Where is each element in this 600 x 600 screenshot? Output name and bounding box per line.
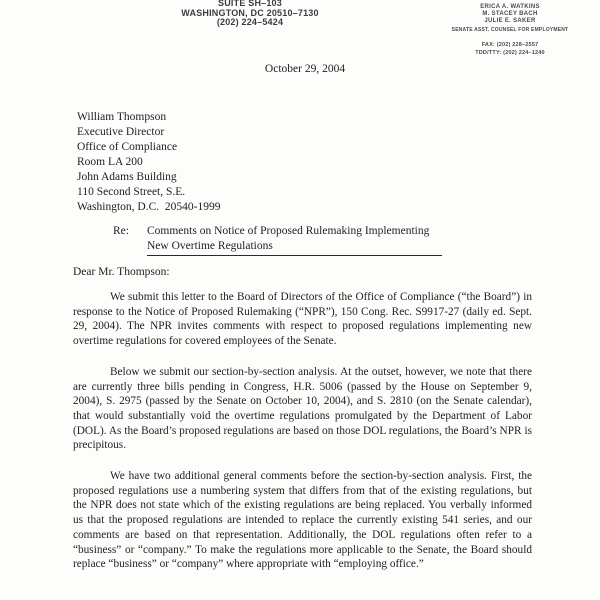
staff-name: ERICA A. WATKINS xyxy=(480,4,540,10)
subject-line2: New Overtime Regulations xyxy=(147,239,442,256)
recipient-line: 110 Second Street, S.E. xyxy=(77,186,186,198)
recipient-line: Executive Director xyxy=(77,126,165,138)
staff-name: JULIE E. SAKER xyxy=(484,18,536,24)
letter-date: October 29, 2004 xyxy=(264,63,346,75)
subject-line1: Comments on Notice of Proposed Rulemaking Implementing xyxy=(147,225,430,237)
body-paragraph-1: We submit this letter to the Board of Directors of the Office of Compliance (“the Board”) in response to the Notice of Proposed Rulemaking (“NPR”), 150 Cong. Rec. S9917-27 (daily ed. Sept. 29, 2004). The NPR invites comments with respect to proposed regulations implementing new overtime regulations for covered employees of the Senate. xyxy=(73,291,532,348)
subject-label: Re: xyxy=(113,225,129,237)
recipient-line: Room LA 200 xyxy=(77,156,143,168)
letterhead-phone: (202) 224–5424 xyxy=(216,17,284,27)
letterhead-city: WASHINGTON, DC 20510–7130 xyxy=(181,7,319,18)
letter-body xyxy=(73,290,532,588)
recipient-line: John Adams Building xyxy=(77,171,177,183)
salutation: Dear Mr. Thompson: xyxy=(73,266,170,278)
body-paragraph-2: Below we submit our section-by-section analysis. At the outset, however, we note that there are currently three bills pending in Congress, H.R. 5006 (passed by the House on September 9, 2004), S. 2975 (passed by the Senate on October 10, 2004), and S. 2810 (on the Senate calendar), that would substantially void the overtime regulations promulgated by the Department of Labor (DOL). As the Board’s proposed regulations are based on those DOL regulations, the Board’s NPR is precipitous. xyxy=(73,365,532,452)
letterhead-office-address xyxy=(168,0,332,28)
letterhead-staff-block xyxy=(448,4,572,57)
staff-title: SENATE ASST. COUNSEL FOR EMPLOYMENT xyxy=(451,27,569,33)
letterhead-suite: SUITE SH–103 xyxy=(218,0,282,8)
recipient-line: William Thompson xyxy=(77,111,167,123)
recipient-line: Office of Compliance xyxy=(77,141,178,153)
recipient-line: Washington, D.C. 20540-1999 xyxy=(77,201,221,213)
staff-tdd: TDD/TTY: (202) 224–1240 xyxy=(475,49,545,56)
recipient-address xyxy=(77,110,220,215)
staff-name: M. STACEY BACH xyxy=(482,11,538,17)
body-paragraph-3: We have two additional general comments before the section-by-section analysis. First, the proposed regulations use a numbering system that differs from that of the existing regulations, but the NPR does not state which of the existing regulations are being replaced. You verbally informed us that the proposed regulations are intended to replace the currently existing 541 series, and our comments are based on that representation. Additionally, the DOL regulations often refer to a “business” or “company.” To make the regulations more applicable to the Senate, the Board should replace “business” or “company” where appropriate with “employing office.” xyxy=(73,470,532,571)
staff-fax: FAX: (202) 228–2557 xyxy=(481,42,539,48)
subject-block xyxy=(113,224,442,256)
